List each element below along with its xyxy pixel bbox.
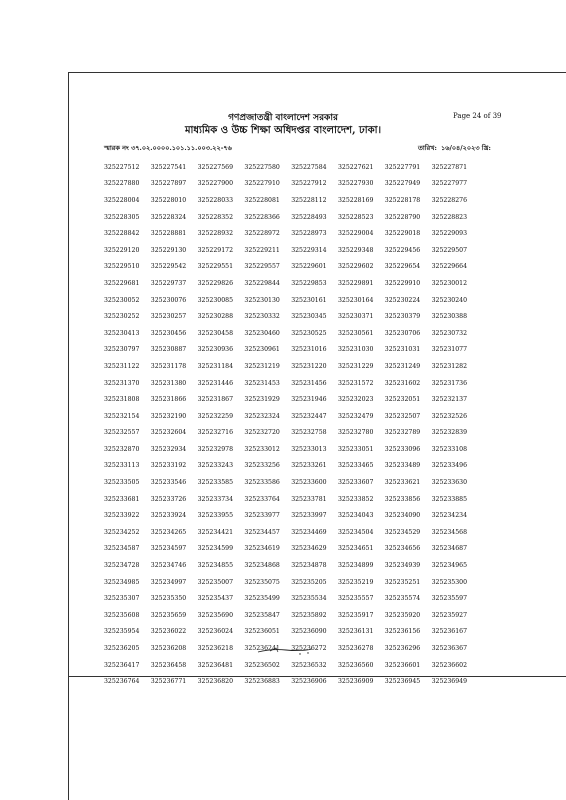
- table-row: [104, 308, 478, 325]
- roll-number-cell: 325234746: [150, 562, 187, 570]
- table-row: [104, 557, 478, 574]
- roll-number-cell: 325230252: [104, 313, 140, 321]
- roll-number-cell: 325227900: [197, 180, 234, 188]
- roll-number-cell: 325229681: [104, 279, 140, 287]
- roll-number-cell: 325230288: [197, 313, 234, 321]
- roll-number-cell: 325231219: [244, 362, 280, 370]
- roll-number-cell: 325234265: [150, 528, 187, 536]
- roll-number-cell: 325233764: [244, 495, 280, 503]
- roll-number-cell: 325228033: [197, 196, 234, 204]
- roll-number-cell: 325231808: [104, 396, 140, 404]
- roll-number-cell: 325233997: [291, 512, 327, 520]
- table-row: [104, 541, 478, 558]
- roll-number-cell: 325234651: [337, 545, 374, 553]
- roll-number-cell: 325232023: [337, 396, 374, 404]
- roll-number-cell: 325230961: [244, 346, 280, 354]
- roll-number-cell: 325232604: [150, 429, 187, 437]
- roll-number-cell: 325230085: [197, 296, 234, 304]
- roll-number-cell: 325232507: [384, 412, 421, 420]
- roll-number-cell: 325232720: [244, 429, 280, 437]
- roll-number-cell: 325231370: [104, 379, 140, 387]
- table-row: [104, 358, 478, 375]
- roll-number-cell: 325227910: [244, 180, 280, 188]
- roll-number-cell: 325229601: [291, 263, 327, 271]
- table-row: [104, 342, 478, 359]
- roll-number-cell: 325235847: [244, 611, 280, 619]
- roll-number-cell: 325227977: [431, 180, 468, 188]
- roll-number-cell: 325230456: [150, 329, 187, 337]
- roll-number-cell: 325235920: [384, 611, 421, 619]
- roll-number-cell: 325236024: [197, 628, 234, 636]
- roll-number-cell: 325233977: [244, 512, 280, 520]
- table-row: [104, 292, 478, 309]
- roll-number-cell: 325230012: [431, 279, 468, 287]
- footer-line: [68, 676, 566, 677]
- roll-number-cell: 325235075: [244, 578, 280, 586]
- roll-number-cell: 325232324: [244, 412, 280, 420]
- table-row: [104, 657, 478, 674]
- roll-number-cell: 325232526: [431, 412, 468, 420]
- roll-number-cell: 325230332: [244, 313, 280, 321]
- roll-number-cell: 325230561: [337, 329, 374, 337]
- roll-number-cell: 325234878: [291, 562, 327, 570]
- roll-number-cell: 325229093: [431, 230, 468, 238]
- roll-number-cell: 325229891: [337, 279, 374, 287]
- government-title: গণপ্রজাতন্ত্রী বাংলাদেশ সরকার: [228, 113, 338, 123]
- roll-number-cell: 325228305: [104, 213, 140, 221]
- roll-number-cell: 325235205: [291, 578, 327, 586]
- roll-number-cell: 325230052: [104, 296, 140, 304]
- roll-number-cell: 325229348: [337, 246, 374, 254]
- roll-number-cell: 325236205: [104, 645, 140, 653]
- roll-number-cell: 325234568: [431, 528, 468, 536]
- roll-number-cell: 325227569: [197, 163, 234, 171]
- roll-number-cell: 325233856: [384, 495, 421, 503]
- roll-number-cell: 325231866: [150, 396, 187, 404]
- roll-number-cell: 325229507: [431, 246, 468, 254]
- roll-number-cell: 325229826: [197, 279, 234, 287]
- roll-number-cell: 325233681: [104, 495, 140, 503]
- roll-number-cell: 325229551: [197, 263, 234, 271]
- table-row: [104, 458, 478, 475]
- roll-number-cell: 325233108: [431, 445, 468, 453]
- table-row: [104, 574, 478, 591]
- roll-number-cell: 325228178: [384, 196, 421, 204]
- roll-number-cell: 325233734: [197, 495, 234, 503]
- roll-number-cell: 325236022: [150, 628, 187, 636]
- roll-number-cell: 325235350: [150, 595, 187, 603]
- roll-number-cell: 325230379: [384, 313, 421, 321]
- roll-number-cell: 325231453: [244, 379, 280, 387]
- table-row: [104, 159, 478, 176]
- roll-number-cell: 325234234: [431, 512, 468, 520]
- roll-number-cell: 325230257: [150, 313, 187, 321]
- roll-number-cell: 325235659: [150, 611, 187, 619]
- roll-number-cell: 325229120: [104, 246, 140, 254]
- date-label: তারিখ:: [418, 144, 437, 152]
- roll-number-cell: 325228004: [104, 196, 140, 204]
- roll-number-cell: 325234629: [291, 545, 327, 553]
- roll-number-cell: 325230345: [291, 313, 327, 321]
- roll-number-cell: 325231077: [431, 346, 468, 354]
- roll-number-cell: 325235574: [384, 595, 421, 603]
- roll-number-cell: 325230371: [337, 313, 374, 321]
- roll-number-cell: 325236218: [197, 645, 234, 653]
- table-row: [104, 624, 478, 641]
- roll-number-cell: 325232758: [291, 429, 327, 437]
- table-row: [104, 242, 478, 259]
- roll-number-cell: 325234899: [337, 562, 374, 570]
- roll-number-cell: 325236949: [431, 678, 468, 686]
- roll-number-cell: 325233505: [104, 479, 140, 487]
- roll-number-cell: 325236296: [384, 645, 421, 653]
- roll-number-cell: 325236367: [431, 645, 468, 653]
- roll-number-cell: 325231030: [337, 346, 374, 354]
- roll-number-cell: 325227580: [244, 163, 280, 171]
- memo-number: স্মারক নং ৩৭.০২.০০০০.১০১.১১.০০৩.২২-৭৬: [104, 144, 232, 152]
- roll-number-cell: 325233465: [337, 462, 374, 470]
- roll-number-cell: 325236764: [104, 678, 140, 686]
- roll-number-cell: 325231178: [150, 362, 187, 370]
- roll-number-cell: 325233586: [244, 479, 280, 487]
- roll-number-cell: 325228112: [291, 196, 327, 204]
- roll-number-cell: 325234504: [337, 528, 374, 536]
- table-row: [104, 507, 478, 524]
- roll-number-cell: 325227584: [291, 163, 327, 171]
- roll-number-cell: 325235437: [197, 595, 234, 603]
- roll-number-cell: 325233096: [384, 445, 421, 453]
- roll-number-cell: 325233630: [431, 479, 468, 487]
- roll-number-cell: 325233261: [291, 462, 327, 470]
- roll-number-cell: 325235307: [104, 595, 140, 603]
- roll-number-cell: 325235557: [337, 595, 374, 603]
- table-row: [104, 275, 478, 292]
- roll-number-cell: 325232934: [150, 445, 187, 453]
- roll-number-cell: 325236909: [337, 678, 374, 686]
- roll-number-cell: 325234939: [384, 562, 421, 570]
- table-row: [104, 375, 478, 392]
- signature-mark: [256, 640, 316, 658]
- roll-number-cell: 325233726: [150, 495, 187, 503]
- roll-number-cell: 325231249: [384, 362, 421, 370]
- roll-number-cell: 325231602: [384, 379, 421, 387]
- roll-number-cell: 325235927: [431, 611, 468, 619]
- roll-number-cell: 325233600: [291, 479, 327, 487]
- roll-number-cell: 325233924: [150, 512, 187, 520]
- roll-number-cell: 325236241: [244, 645, 280, 653]
- roll-number-cell: 325233607: [337, 479, 374, 487]
- roll-number-cell: 325235892: [291, 611, 327, 619]
- roll-number-cell: 325235597: [431, 595, 468, 603]
- roll-number-cell: 325229172: [197, 246, 234, 254]
- roll-number-cell: 325227541: [150, 163, 187, 171]
- roll-number-cell: 325233885: [431, 495, 468, 503]
- roll-number-cell: 325231380: [150, 379, 187, 387]
- roll-number-cell: 325234855: [197, 562, 234, 570]
- roll-number-cell: 325235300: [431, 578, 468, 586]
- roll-number-cell: 325232447: [291, 412, 327, 420]
- roll-number-cell: 325230460: [244, 329, 280, 337]
- roll-number-cell: 325229211: [244, 246, 280, 254]
- roll-number-cell: 325231122: [104, 362, 140, 370]
- roll-number-cell: 325227791: [384, 163, 421, 171]
- roll-number-cell: 325228932: [197, 230, 234, 238]
- table-row: [104, 491, 478, 508]
- roll-number-cell: 325232716: [197, 429, 234, 437]
- roll-number-cell: 325229557: [244, 263, 280, 271]
- roll-number-cell: 325234997: [150, 578, 187, 586]
- table-row: [104, 474, 478, 491]
- roll-number-cell: 325236601: [384, 661, 421, 669]
- roll-number-cell: 325235608: [104, 611, 140, 619]
- roll-number-cell: 325228823: [431, 213, 468, 221]
- page-number: Page 24 of 39: [453, 112, 502, 120]
- roll-number-cell: 325231031: [384, 346, 421, 354]
- roll-number-cell: 325230887: [150, 346, 187, 354]
- roll-number-cell: 325230130: [244, 296, 280, 304]
- roll-number-cell: 325233955: [197, 512, 234, 520]
- roll-number-cell: 325228324: [150, 213, 187, 221]
- roll-number-cell: 325235007: [197, 578, 234, 586]
- page-border-left: [68, 72, 69, 800]
- roll-number-cell: 325229004: [337, 230, 374, 238]
- roll-number-cell: 325231867: [197, 396, 234, 404]
- roll-number-cell: 325227912: [291, 180, 327, 188]
- roll-number-cell: 325228010: [150, 196, 187, 204]
- table-row: [104, 524, 478, 541]
- roll-number-cell: 325236532: [291, 661, 327, 669]
- roll-number-cell: 325234599: [197, 545, 234, 553]
- roll-number-cell: 325233852: [337, 495, 374, 503]
- roll-number-cell: 325232839: [431, 429, 468, 437]
- directorate-title: মাধ্যমিক ও উচ্চ শিক্ষা অধিদপ্তর বাংলাদেশ, ঢাকা।: [184, 125, 382, 136]
- roll-number-cell: 325231229: [337, 362, 374, 370]
- roll-number-cell: 325229542: [150, 263, 187, 271]
- roll-number-cell: 325233192: [150, 462, 187, 470]
- roll-number-cell: 325232051: [384, 396, 421, 404]
- roll-number-cell: 325234728: [104, 562, 140, 570]
- roll-number-cell: 325230732: [431, 329, 468, 337]
- roll-number-cell: 325233012: [244, 445, 280, 453]
- table-row: [104, 176, 478, 193]
- page-border-top: [68, 72, 566, 73]
- table-row: [104, 391, 478, 408]
- roll-number-cell: 325227897: [150, 180, 187, 188]
- roll-number-cell: 325230458: [197, 329, 234, 337]
- roll-number-cell: 325234985: [104, 578, 140, 586]
- roll-number-cell: 325236906: [291, 678, 327, 686]
- roll-number-cell: 325235499: [244, 595, 280, 603]
- roll-number-cell: 325231016: [291, 346, 327, 354]
- roll-number-cell: 325234687: [431, 545, 468, 553]
- roll-number-cell: 325235219: [337, 578, 374, 586]
- roll-number-cell: 325232137: [431, 396, 468, 404]
- roll-number-cell: 325231282: [431, 362, 468, 370]
- roll-number-cell: 325235251: [384, 578, 421, 586]
- roll-number-cell: 325231446: [197, 379, 234, 387]
- roll-number-cell: 325233585: [197, 479, 234, 487]
- roll-number-cell: 325236458: [150, 661, 187, 669]
- roll-number-cell: 325230388: [431, 313, 468, 321]
- roll-number-cell: 325232154: [104, 412, 140, 420]
- roll-number-cell: 325229130: [150, 246, 187, 254]
- roll-number-cell: 325228523: [337, 213, 374, 221]
- roll-number-cell: 325233621: [384, 479, 421, 487]
- roll-number-cell: 325236502: [244, 661, 280, 669]
- roll-number-cell: 325236208: [150, 645, 187, 653]
- roll-number-cell: 325229602: [337, 263, 374, 271]
- table-row: [104, 408, 478, 425]
- roll-number-cell: 325233496: [431, 462, 468, 470]
- roll-number-cell: 325230224: [384, 296, 421, 304]
- roll-number-cell: 325231736: [431, 379, 468, 387]
- roll-number-cell: 325229314: [291, 246, 327, 254]
- roll-number-cell: 325228366: [244, 213, 280, 221]
- roll-number-cell: 325227871: [431, 163, 468, 171]
- table-row: [104, 325, 478, 342]
- roll-number-cell: 325234619: [244, 545, 280, 553]
- roll-number-cell: 325229018: [384, 230, 421, 238]
- roll-number-cell: 325229853: [291, 279, 327, 287]
- roll-number-cell: 325233243: [197, 462, 234, 470]
- roll-number-cell: 325230161: [291, 296, 327, 304]
- roll-number-cell: 325236090: [291, 628, 327, 636]
- roll-number-cell: 325231929: [244, 396, 280, 404]
- roll-number-cell: 325229664: [431, 263, 468, 271]
- roll-number-cell: 325234090: [384, 512, 421, 520]
- roll-number-cell: 325236156: [384, 628, 421, 636]
- roll-number-cell: 325227621: [337, 163, 374, 171]
- roll-number-cell: 325230164: [337, 296, 374, 304]
- roll-number-cell: 325230413: [104, 329, 140, 337]
- roll-number-cell: 325228352: [197, 213, 234, 221]
- roll-number-cell: 325231456: [291, 379, 327, 387]
- table-row: [104, 441, 478, 458]
- roll-number-cell: 325228081: [244, 196, 280, 204]
- roll-number-cell: 325231184: [197, 362, 234, 370]
- roll-number-cell: 325230525: [291, 329, 327, 337]
- roll-number-cell: 325233922: [104, 512, 140, 520]
- roll-number-cell: 325230706: [384, 329, 421, 337]
- roll-number-cell: 325234656: [384, 545, 421, 553]
- roll-number-cell: 325236560: [337, 661, 374, 669]
- roll-number-cell: 325230076: [150, 296, 187, 304]
- roll-number-cell: 325229456: [384, 246, 421, 254]
- roll-number-cell: 325234597: [150, 545, 187, 553]
- roll-number-cell: 325236771: [150, 678, 187, 686]
- roll-number-cell: 325229844: [244, 279, 280, 287]
- roll-number-cell: 325236945: [384, 678, 421, 686]
- roll-number-cell: 325228493: [291, 213, 327, 221]
- table-row: [104, 590, 478, 607]
- roll-number-cell: 325232978: [197, 445, 234, 453]
- roll-number-cell: 325236272: [291, 645, 327, 653]
- roll-number-cell: 325232780: [337, 429, 374, 437]
- roll-number-cell: 325227949: [384, 180, 421, 188]
- roll-number-cell: 325233113: [104, 462, 140, 470]
- roll-number-cell: 325228973: [291, 230, 327, 238]
- roll-number-cell: 325234868: [244, 562, 280, 570]
- roll-number-cell: 325235954: [104, 628, 140, 636]
- roll-number-cell: 325229910: [384, 279, 421, 287]
- roll-number-cell: 325228881: [150, 230, 187, 238]
- roll-number-cell: 325236167: [431, 628, 468, 636]
- roll-number-cell: 325233013: [291, 445, 327, 453]
- roll-number-cell: 325230240: [431, 296, 468, 304]
- roll-number-cell: 325236602: [431, 661, 468, 669]
- table-row: [104, 192, 478, 209]
- roll-number-cell: 325228842: [104, 230, 140, 238]
- roll-number-cell: 325234421: [197, 528, 234, 536]
- roll-number-cell: 325229654: [384, 263, 421, 271]
- roll-number-cell: 325232789: [384, 429, 421, 437]
- roll-number-cell: 325227880: [104, 180, 140, 188]
- roll-number-cell: 325234587: [104, 545, 140, 553]
- roll-number-cell: 325235690: [197, 611, 234, 619]
- roll-number-cell: 325230797: [104, 346, 140, 354]
- roll-number-cell: 325236131: [337, 628, 374, 636]
- date-value: ১৬/০৪/২০২৩ খ্রি:: [441, 144, 491, 152]
- table-row: [104, 209, 478, 226]
- roll-number-cell: 325228169: [337, 196, 374, 204]
- table-row: [104, 259, 478, 276]
- roll-number-cell: 325231572: [337, 379, 374, 387]
- roll-number-cell: 325234043: [337, 512, 374, 520]
- roll-number-cell: 325234457: [244, 528, 280, 536]
- roll-number-cell: 325233781: [291, 495, 327, 503]
- roll-number-cell: 325235534: [291, 595, 327, 603]
- table-row: [104, 425, 478, 442]
- roll-number-cell: 325227930: [337, 180, 374, 188]
- roll-number-cell: 325236820: [197, 678, 234, 686]
- roll-number-cell: 325228276: [431, 196, 468, 204]
- roll-number-cell: 325227512: [104, 163, 140, 171]
- table-row: [104, 225, 478, 242]
- roll-number-cell: 325233256: [244, 462, 280, 470]
- roll-number-cell: 325232870: [104, 445, 140, 453]
- roll-number-table: [104, 159, 478, 690]
- roll-number-cell: 325236883: [244, 678, 280, 686]
- roll-number-cell: 325232259: [197, 412, 234, 420]
- roll-number-cell: 325234252: [104, 528, 140, 536]
- table-row: [104, 607, 478, 624]
- roll-number-cell: 325228972: [244, 230, 280, 238]
- roll-number-cell: 325232479: [337, 412, 374, 420]
- roll-number-cell: 325234469: [291, 528, 327, 536]
- roll-number-cell: 325232190: [150, 412, 187, 420]
- roll-number-cell: 325234529: [384, 528, 421, 536]
- roll-number-cell: 325229510: [104, 263, 140, 271]
- roll-number-cell: 325236417: [104, 661, 140, 669]
- roll-number-cell: 325236481: [197, 661, 234, 669]
- roll-number-cell: 325231946: [291, 396, 327, 404]
- roll-number-cell: 325233489: [384, 462, 421, 470]
- roll-number-cell: 325236278: [337, 645, 374, 653]
- roll-number-cell: 325234965: [431, 562, 468, 570]
- roll-number-cell: 325230936: [197, 346, 234, 354]
- roll-number-cell: 325232557: [104, 429, 140, 437]
- roll-number-cell: 325235917: [337, 611, 374, 619]
- roll-number-cell: 325229737: [150, 279, 187, 287]
- roll-number-cell: 325231220: [291, 362, 327, 370]
- roll-number-cell: 325228790: [384, 213, 421, 221]
- roll-number-cell: 325233546: [150, 479, 187, 487]
- roll-number-cell: 325233051: [337, 445, 374, 453]
- roll-number-cell: 325236051: [244, 628, 280, 636]
